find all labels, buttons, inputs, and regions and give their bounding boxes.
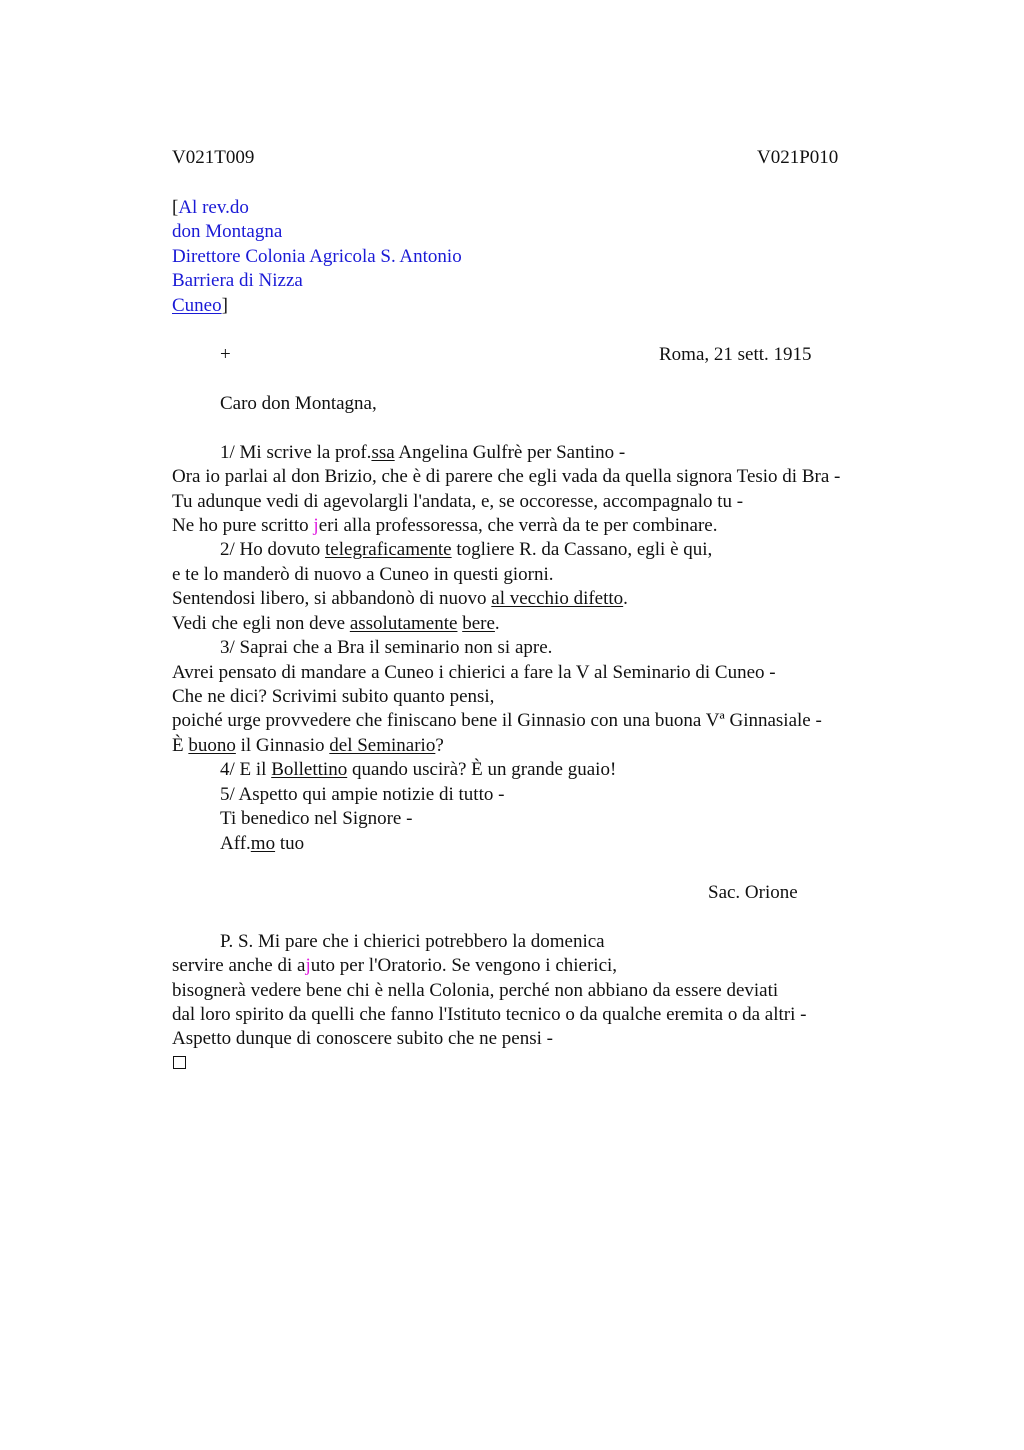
end-box-icon (173, 1056, 186, 1069)
address-open-bracket: [ (172, 197, 179, 218)
signature: Sac. Orione (708, 882, 798, 903)
postscript-line: dal loro spirito da quelli che fanno l'Istituto tecnico o da qualche eremita o da altri - (172, 1004, 807, 1025)
body-line: Tu adunque vedi di agevolargli l'andata, e, se occoresse, accompagnalo tu - (172, 491, 744, 512)
postscript-line: bisognerà vedere bene chi è nella Colonia, perché non abbiano da essere deviati (172, 980, 779, 1001)
highlighted-letter: j (313, 515, 319, 536)
address-line-4: Barriera di Nizza (172, 270, 303, 291)
body-line: 1/ Mi scrive la prof.ssa Angelina Gulfrè per Santino - (220, 442, 626, 463)
postscript-line: P. S. Mi pare che i chierici potrebbero la domenica (220, 931, 605, 952)
body-line: Sentendosi libero, si abbandonò di nuovo al vecchio difetto. (172, 588, 628, 609)
body-line: 5/ Aspetto qui ampie notizie di tutto - (220, 784, 505, 805)
place-date: Roma, 21 sett. 1915 (659, 344, 812, 365)
address-line-1 (172, 196, 249, 220)
body-line: Avrei pensato di mandare a Cuneo i chierici a fare la V al Seminario di Cuneo - (172, 662, 776, 683)
address-title: Al rev.do (178, 197, 249, 218)
postscript-line: Aspetto dunque di conoscere subito che ne pensi - (172, 1028, 553, 1049)
body-line: Che ne dici? Scrivimi subito quanto pensi, (172, 686, 495, 707)
salutation: Caro don Montagna, (220, 393, 377, 414)
body-line: Ne ho pure scritto jeri alla professoressa, che verrà da te per combinare. (172, 515, 718, 536)
address-line-3: Direttore Colonia Agricola S. Antonio (172, 246, 462, 267)
code-left: V021T009 (172, 147, 255, 168)
body-line: 2/ Ho dovuto telegraficamente togliere R. da Cassano, egli è qui, (220, 539, 713, 560)
body-line: 4/ E il Bollettino quando uscirà? È un grande guaio! (220, 759, 617, 780)
body-line: Ora io parlai al don Brizio, che è di parere che egli vada da quella signora Tesio di Bra - (172, 466, 841, 487)
body-line: Vedi che egli non deve assolutamente bere. (172, 613, 500, 634)
address-line-5 (172, 294, 228, 318)
closing-line: Ti benedico nel Signore - (220, 808, 413, 829)
body-line: poiché urge provvedere che finiscano bene il Ginnasio con una buona Vª Ginnasiale - (172, 710, 822, 731)
closing-line: Aff.mo tuo (220, 833, 305, 854)
address-close-bracket: ] (221, 295, 228, 316)
highlighted-letter: j (305, 955, 311, 976)
postscript-line: servire anche di ajuto per l'Oratorio. Se vengono i chierici, (172, 955, 618, 976)
body-line: 3/ Saprai che a Bra il seminario non si apre. (220, 637, 553, 658)
body-line: e te lo manderò di nuovo a Cuneo in questi giorni. (172, 564, 554, 585)
address-line-2: don Montagna (172, 221, 283, 242)
address-city: Cuneo (172, 295, 222, 316)
code-right: V021P010 (757, 147, 839, 168)
cross-mark: + (220, 344, 231, 365)
body-line: È buono il Ginnasio del Seminario? (172, 735, 444, 756)
